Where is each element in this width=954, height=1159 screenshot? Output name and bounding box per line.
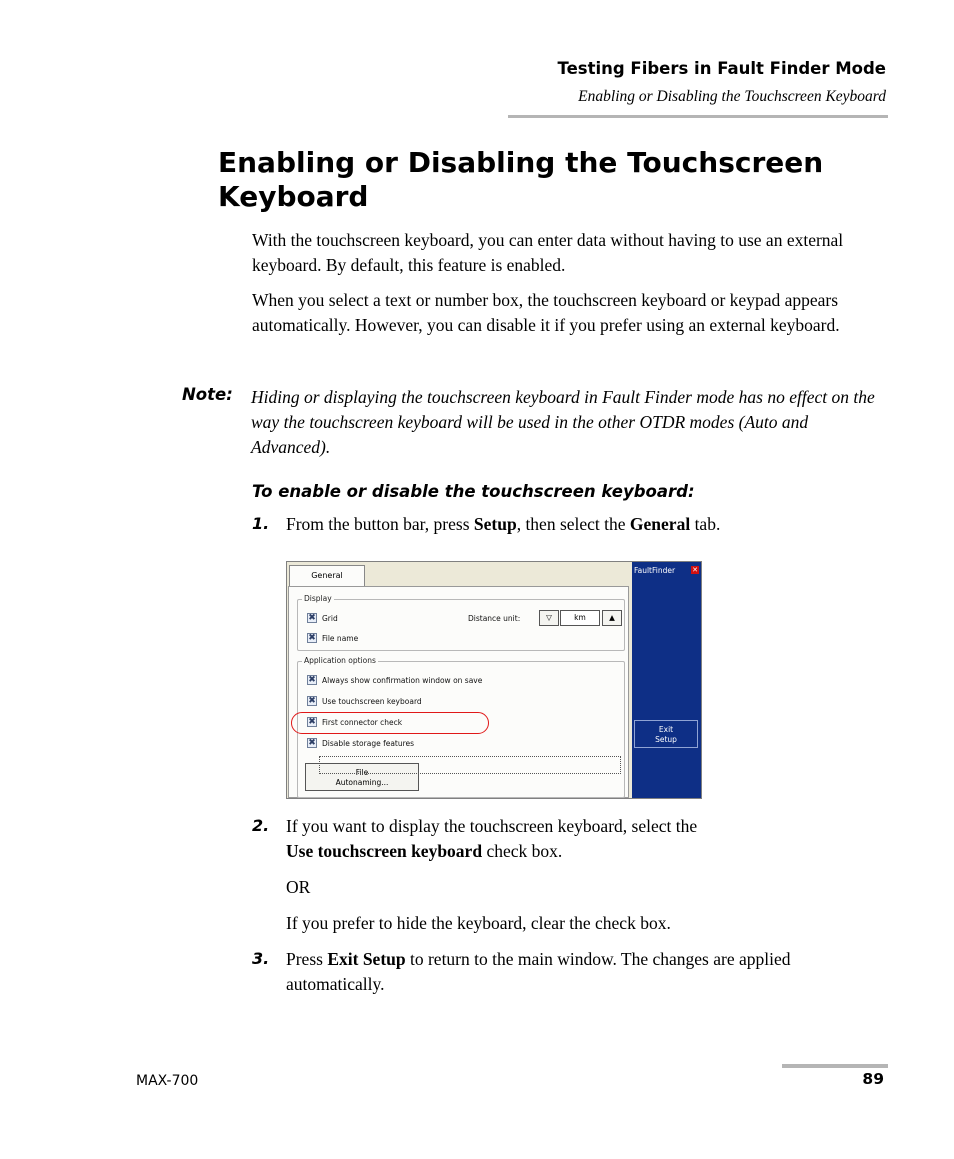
general-tab-screenshot: [286, 561, 702, 799]
footer-product: MAX-700: [136, 1073, 199, 1089]
first-connector-checkbox[interactable]: ✖: [308, 717, 316, 727]
running-header-section: Enabling or Disabling the Touchscreen Keyboard: [578, 88, 886, 105]
step-3-number: 3.: [252, 949, 270, 968]
close-icon[interactable]: ✕: [692, 566, 698, 574]
exit-setup-line-1: Exit: [658, 725, 674, 734]
intro-paragraph-1: With the touchscreen keyboard, you can enter data without having to use an external keyboard. By default, this feature is enabled.: [252, 230, 844, 275]
disable-storage-checkbox[interactable]: ✖: [308, 738, 316, 748]
page-title: [218, 146, 858, 214]
general-panel: [288, 586, 629, 798]
step-2-alternative: If you prefer to hide the keyboard, clear the check box.: [286, 913, 671, 933]
file-name-label: File name: [322, 634, 359, 643]
footer-rule: [782, 1064, 888, 1068]
step-2-number: 2.: [252, 816, 270, 835]
exit-setup-line-2: Setup: [655, 735, 677, 744]
page-title-line-1: Enabling or Disabling the Touchscreen: [218, 146, 824, 179]
highlight-circle: [291, 712, 489, 734]
tab-strip: [287, 562, 630, 587]
file-autonaming-line-1: File: [355, 768, 369, 777]
note-label: Note:: [182, 385, 233, 404]
tab-general[interactable]: General: [289, 565, 365, 587]
first-connector-label: First connector check: [322, 718, 403, 727]
step-1-number: 1.: [252, 514, 270, 533]
focus-outline: [319, 756, 621, 774]
step-3-text: Press Exit Setup to return to the main window. The changes are applied automatically.: [286, 949, 791, 994]
exit-setup-button[interactable]: [634, 720, 698, 748]
step-2-or: OR: [286, 877, 311, 897]
grid-label: Grid: [322, 614, 338, 623]
distance-unit-label: Distance unit:: [468, 614, 521, 623]
running-header-chapter: Testing Fibers in Fault Finder Mode: [557, 59, 886, 78]
confirm-save-checkbox[interactable]: ✖: [308, 675, 316, 685]
step-1-text: From the button bar, press Setup, then select the General tab.: [286, 514, 721, 534]
step-2-line-1: If you want to display the touchscreen keyboard, select the: [286, 816, 698, 836]
file-name-checkbox[interactable]: ✖: [308, 633, 316, 643]
header-rule: [508, 115, 888, 118]
distance-down-button[interactable]: [539, 610, 559, 626]
display-group-label: Display: [304, 594, 332, 603]
intro-paragraph-2: When you select a text or number box, the touchscreen keyboard or keypad appears automatically. However, you can disable it if you prefer using an external keyboard.: [252, 290, 840, 335]
distance-unit-value[interactable]: km: [560, 610, 600, 626]
chevron-up-icon: ▲: [609, 613, 615, 622]
page-number: 89: [862, 1070, 884, 1088]
file-autonaming-line-2: Autonaming...: [335, 778, 389, 787]
step-2-line-2: Use touchscreen keyboard check box.: [286, 841, 563, 861]
display-group: [297, 594, 625, 651]
touchscreen-keyboard-checkbox[interactable]: ✖: [308, 696, 316, 706]
note-text: Hiding or displaying the touchscreen keyboard in Fault Finder mode has no effect on the way the touchscreen keyboard will be used in the other OTDR modes (Auto and Advanced).: [251, 387, 875, 457]
faultfinder-title: FaultFinder: [634, 566, 676, 575]
touchscreen-keyboard-label: Use touchscreen keyboard: [322, 697, 422, 706]
application-options-label: Application options: [304, 656, 376, 665]
confirm-save-label: Always show confirmation window on save: [322, 676, 483, 685]
disable-storage-label: Disable storage features: [322, 739, 415, 748]
grid-checkbox[interactable]: ✖: [308, 613, 316, 623]
procedure-title: To enable or disable the touchscreen keyboard:: [252, 482, 695, 501]
button-bar: [632, 562, 702, 798]
page-title-line-2: Keyboard: [218, 180, 369, 213]
chevron-down-icon: ▽: [546, 613, 552, 622]
distance-up-button[interactable]: [602, 610, 622, 626]
step-2-text: [286, 814, 886, 864]
